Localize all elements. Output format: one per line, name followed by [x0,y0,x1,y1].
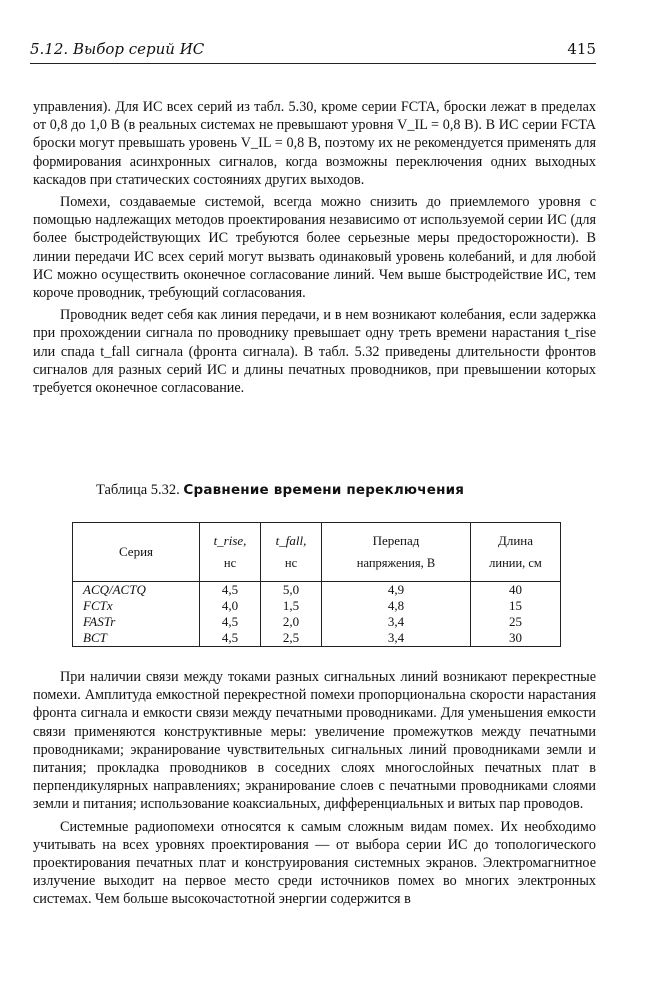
paragraph: Помехи, создаваемые системой, всегда можно снизить до приемлемого уровня с помощью надлежащих методов проектирования независимо от используемой серии ИС (для более быстродействующих ИС требуются более серьезные меры предосторожности). В линии передачи ИС всех серий могут вызвать одинаковый уровень колебаний, и для любой ИС можно осуществить оконечное согласование линий. Чем выше быстродействие ИС, тем короче проводник, требующий согласования. [33,194,596,302]
header-series: Серия [73,523,200,582]
table-row [73,598,561,614]
section-number: 5.12. [30,40,69,58]
cell-swing: 4,9 [322,582,471,599]
comparison-table [72,522,561,647]
header-swing: Перепад напряжения, В [322,523,471,582]
paragraph: Проводник ведет себя как линия передачи, и в нем возникают колебания, если задержка при прохождении сигнала по проводнику превышает одну треть времени нарастания t_rise или спада t_fall сигнала (фронта сигнала). В табл. 5.32 приведены длительности фронтов сигналов для разных серий ИС и длины печатных проводников, при превышении которых требуется оконечное согласование. [33,307,596,397]
body-text-top [33,98,596,401]
running-title [30,40,204,58]
table-header-row [73,523,561,582]
table-row [73,582,561,599]
cell-tfall: 2,5 [261,630,322,647]
header-rule [30,63,596,64]
table-number: Таблица 5.32. [96,482,180,498]
header-trise: t_rise, нс [200,523,261,582]
paragraph: управления). Для ИС всех серий из табл. 5.30, кроме серии FCTA, броски лежат в пределах от 0,8 до 1,0 В (в реальных системах не превышают уровня V_IL = 0,8 В). В ИС серии FCTA броски могут превышать уровень V_IL = 0,8 В, поэтому их не рекомендуется применять для формирования асинхронных сигналов, когда возможны переключения одних выходных каскадов при статических состояниях других выходов. [33,99,596,188]
cell-swing: 4,8 [322,598,471,614]
header-length: Длина линии, см [471,523,561,582]
table-caption [96,482,464,499]
cell-length: 30 [471,630,561,647]
table-title: Сравнение времени переключения [183,482,465,498]
section-title: Выбор серий ИС [72,40,205,58]
cell-trise: 4,5 [200,614,261,630]
cell-tfall: 2,0 [261,614,322,630]
cell-length: 40 [471,582,561,599]
cell-length: 15 [471,598,561,614]
cell-length: 25 [471,614,561,630]
cell-series: FCTx [73,598,200,614]
cell-trise: 4,5 [200,630,261,647]
paragraph: Системные радиопомехи относятся к самым сложным видам помех. Их необходимо учитывать на всех уровнях проектирования — от выбора серии ИС до топологического проектирования печатных плат и конструирования системных экранов. Электромагнитное излучение выходит на первое место среди источников помех во многих электронных системах. Чем больше высокочастотной энергии содержится в [33,818,596,908]
cell-series: ACQ/ACTQ [73,582,200,599]
body-text-bottom [33,668,596,913]
cell-trise: 4,0 [200,598,261,614]
page-number: 415 [567,40,596,58]
table-row [73,630,561,647]
cell-swing: 3,4 [322,614,471,630]
cell-swing: 3,4 [322,630,471,647]
cell-series: FASTr [73,614,200,630]
cell-tfall: 5,0 [261,582,322,599]
cell-tfall: 1,5 [261,598,322,614]
paragraph: При наличии связи между токами разных сигнальных линий возникают перекрестные помехи. Амплитуда емкостной перекрестной помехи пропорциональна скорости нарастания фронта сигнала и емкости связи между печатными проводниками. Для уменьшения емкости связи применяются конструктивные меры: увеличение промежутков между печатными проводниками; экранирование чувствительных сигнальных линий проводниками земли и питания; прокладка проводников в соседних слоях многослойных печатных плат в перпендикулярных направлениях; экранирование слоев с печатными проводниками слоями земли и питания; использование коаксиальных, дифференциальных и витых пар проводов. [33,669,596,813]
page-header [30,40,596,58]
header-tfall: t_fall, нс [261,523,322,582]
table-row [73,614,561,630]
cell-trise: 4,5 [200,582,261,599]
cell-series: BCT [73,630,200,647]
